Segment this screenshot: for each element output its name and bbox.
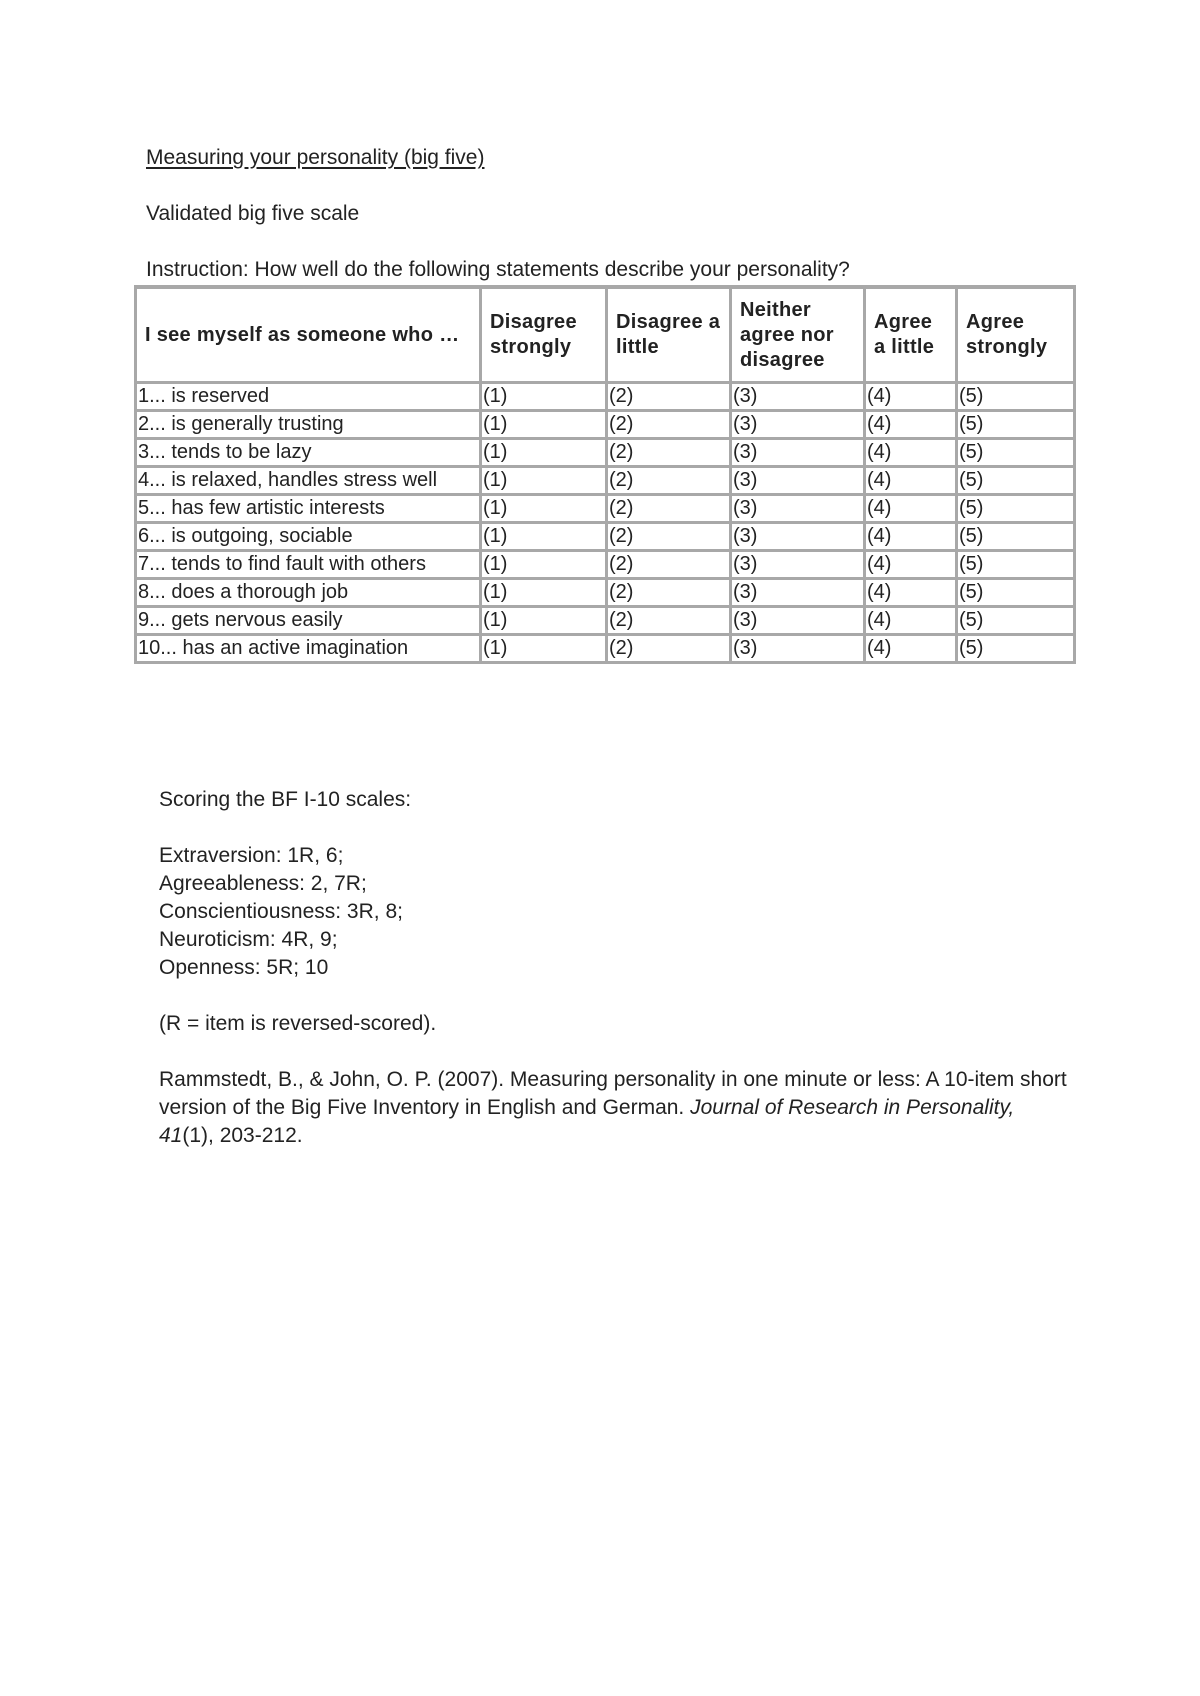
statement-cell: 10... has an active imagination: [136, 634, 480, 662]
personality-scale-table: [134, 285, 1076, 664]
rating-cell-3: (3): [730, 410, 864, 438]
table-row: [136, 606, 1074, 634]
rating-cell-4: (4): [864, 522, 956, 550]
rating-cell-3: (3): [730, 438, 864, 466]
rating-cell-1: (1): [480, 494, 606, 522]
scale-subtitle: Validated big five scale: [146, 202, 360, 225]
statement-cell: 5... has few artistic interests: [136, 494, 480, 522]
disagree-a-little-header: Disagree a little: [606, 287, 730, 382]
reverse-scoring-note: (R = item is reversed-scored).: [159, 1012, 437, 1035]
rating-cell-1: (1): [480, 410, 606, 438]
rating-cell-3: (3): [730, 550, 864, 578]
rating-cell-3: (3): [730, 494, 864, 522]
statement-cell: 1... is reserved: [136, 382, 480, 410]
scoring-line-agreeableness: Agreeableness: 2, 7R;: [159, 872, 367, 895]
statement-cell: 9... gets nervous easily: [136, 606, 480, 634]
rating-cell-3: (3): [730, 382, 864, 410]
table-row: [136, 382, 1074, 410]
rating-cell-4: (4): [864, 606, 956, 634]
rating-cell-5: (5): [956, 634, 1074, 662]
table-row: [136, 550, 1074, 578]
rating-cell-2: (2): [606, 382, 730, 410]
rating-cell-2: (2): [606, 550, 730, 578]
table-row: [136, 410, 1074, 438]
rating-cell-5: (5): [956, 606, 1074, 634]
rating-cell-5: (5): [956, 438, 1074, 466]
scoring-heading: Scoring the BF I-10 scales:: [159, 788, 412, 811]
rating-cell-5: (5): [956, 466, 1074, 494]
statement-header: I see myself as someone who …: [136, 287, 480, 382]
rating-cell-2: (2): [606, 578, 730, 606]
rating-cell-3: (3): [730, 522, 864, 550]
rating-cell-1: (1): [480, 578, 606, 606]
rating-cell-4: (4): [864, 438, 956, 466]
scoring-section: [159, 786, 1069, 1150]
statement-cell: 8... does a thorough job: [136, 578, 480, 606]
table-body: [136, 382, 1074, 662]
rating-cell-5: (5): [956, 522, 1074, 550]
table-row: [136, 634, 1074, 662]
page-title: Measuring your personality (big five): [146, 146, 485, 169]
rating-cell-2: (2): [606, 606, 730, 634]
rating-cell-2: (2): [606, 466, 730, 494]
rating-cell-1: (1): [480, 382, 606, 410]
agree-a-little-header: Agree a little: [864, 287, 956, 382]
instruction-text: Instruction: How well do the following statements describe your personality?: [146, 258, 850, 281]
table-row: [136, 578, 1074, 606]
rating-cell-4: (4): [864, 634, 956, 662]
scoring-line-conscientiousness: Conscientiousness: 3R, 8;: [159, 900, 403, 923]
rating-cell-5: (5): [956, 578, 1074, 606]
rating-cell-3: (3): [730, 634, 864, 662]
table-row: [136, 438, 1074, 466]
rating-cell-5: (5): [956, 382, 1074, 410]
rating-cell-4: (4): [864, 550, 956, 578]
rating-cell-1: (1): [480, 606, 606, 634]
citation-text: Rammstedt, B., & John, O. P. (2007). Measuring personality in one minute or less: A 10-item short version of the Big Five Inventory in English and German.: [159, 1068, 1067, 1119]
rating-cell-1: (1): [480, 438, 606, 466]
table-row: [136, 522, 1074, 550]
statement-cell: 3... tends to be lazy: [136, 438, 480, 466]
statement-cell: 2... is generally trusting: [136, 410, 480, 438]
rating-cell-3: (3): [730, 578, 864, 606]
rating-cell-5: (5): [956, 550, 1074, 578]
rating-cell-4: (4): [864, 466, 956, 494]
rating-cell-4: (4): [864, 410, 956, 438]
rating-cell-2: (2): [606, 438, 730, 466]
citation-tail: (1), 203-212.: [182, 1124, 303, 1147]
statement-cell: 4... is relaxed, handles stress well: [136, 466, 480, 494]
agree-strongly-header: Agree strongly: [956, 287, 1074, 382]
header-row: [136, 287, 1074, 382]
neither-header: Neither agree nor disagree: [730, 287, 864, 382]
rating-cell-4: (4): [864, 578, 956, 606]
rating-cell-5: (5): [956, 494, 1074, 522]
rating-cell-4: (4): [864, 494, 956, 522]
rating-cell-3: (3): [730, 606, 864, 634]
rating-cell-1: (1): [480, 522, 606, 550]
statement-cell: 7... tends to find fault with others: [136, 550, 480, 578]
rating-cell-2: (2): [606, 410, 730, 438]
rating-cell-1: (1): [480, 634, 606, 662]
table-row: [136, 494, 1074, 522]
rating-cell-2: (2): [606, 522, 730, 550]
rating-cell-1: (1): [480, 550, 606, 578]
rating-cell-3: (3): [730, 466, 864, 494]
rating-cell-5: (5): [956, 410, 1074, 438]
statement-cell: 6... is outgoing, sociable: [136, 522, 480, 550]
scoring-line-neuroticism: Neuroticism: 4R, 9;: [159, 928, 338, 951]
rating-cell-2: (2): [606, 634, 730, 662]
rating-cell-4: (4): [864, 382, 956, 410]
rating-cell-2: (2): [606, 494, 730, 522]
disagree-strongly-header: Disagree strongly: [480, 287, 606, 382]
scoring-line-openness: Openness: 5R; 10: [159, 956, 329, 979]
scoring-line-extraversion: Extraversion: 1R, 6;: [159, 844, 344, 867]
table-row: [136, 466, 1074, 494]
citation: [159, 1066, 1069, 1150]
citation-journal: Journal of Research in Personality, 41: [159, 1096, 1015, 1147]
rating-cell-1: (1): [480, 466, 606, 494]
table-header: [136, 287, 1074, 382]
